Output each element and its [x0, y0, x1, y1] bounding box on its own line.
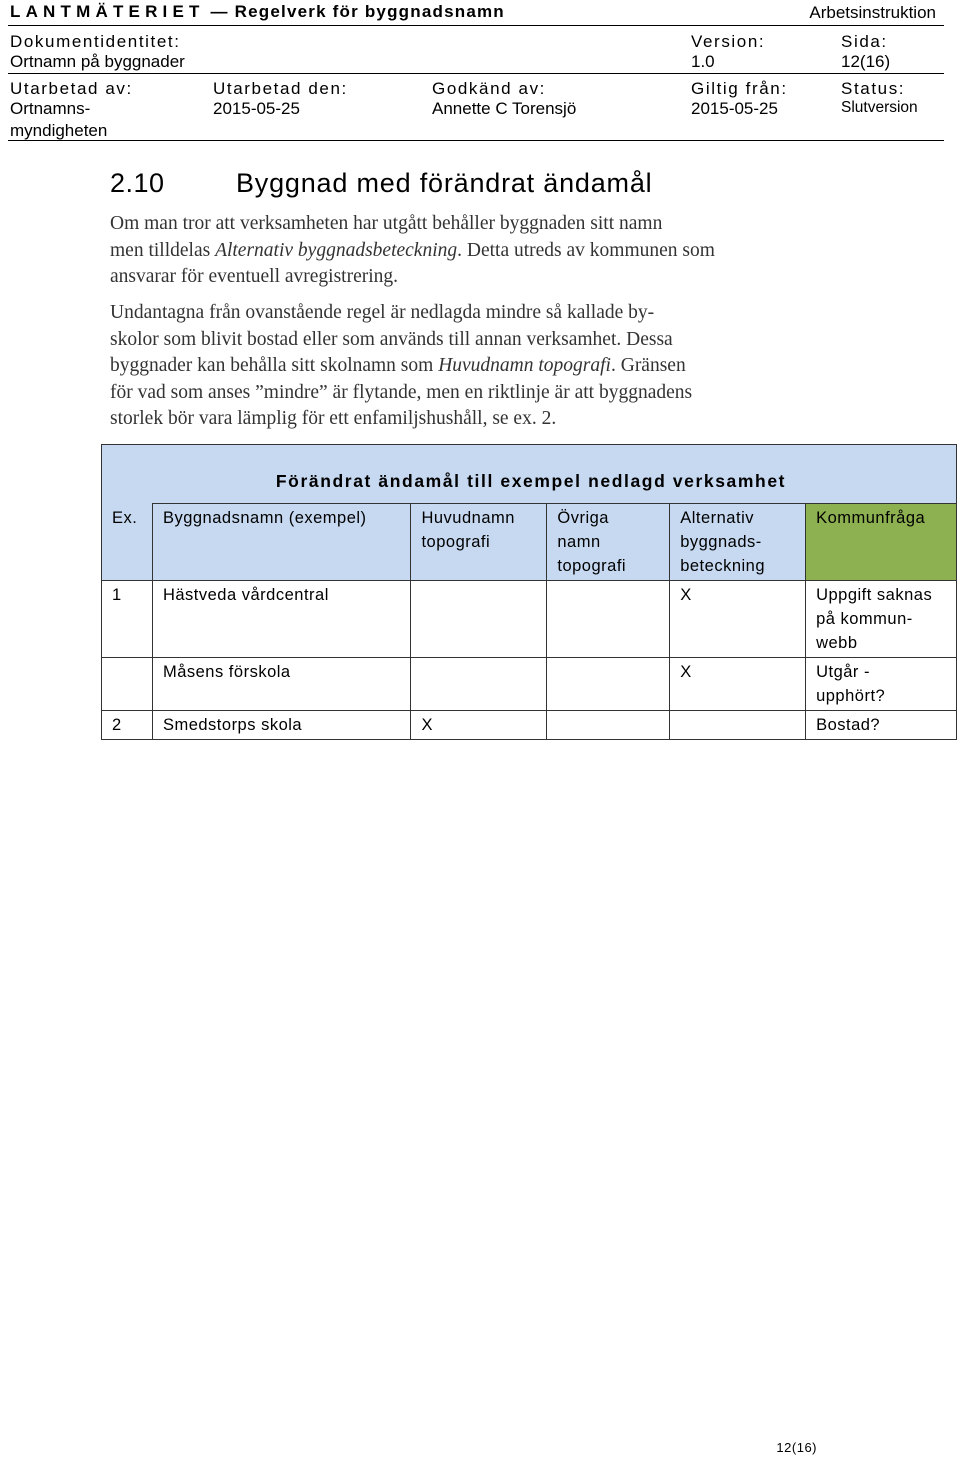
row2-other	[547, 658, 670, 711]
status-value: Slutversion	[841, 99, 918, 116]
para2-line2: skolor som blivit bostad eller som används till annan verksamhet. Dessa	[110, 328, 673, 350]
header-dash: —	[210, 2, 235, 21]
header-other-line2: namn	[557, 533, 601, 551]
header-other-line1: Övriga	[557, 509, 609, 527]
row1-query-line2: på kommun-	[816, 610, 913, 628]
row3-other	[547, 711, 670, 740]
table-row	[102, 658, 957, 711]
row1-query	[806, 581, 957, 658]
header-divider-2	[8, 73, 944, 74]
valid-from-value: 2015-05-25	[691, 99, 778, 118]
header-other-names	[547, 504, 670, 581]
header-divider	[8, 25, 944, 26]
document-subtitle: Regelverk för byggnadsnamn	[234, 2, 505, 21]
header-main-line1: Huvudnamn	[421, 509, 515, 527]
para1-line3: ansvarar för eventuell avregistrering.	[110, 266, 399, 287]
paragraph-2	[110, 300, 830, 433]
header-main-name	[411, 504, 547, 581]
para1-line2-b: . Detta utreds av kommunen som	[457, 239, 715, 261]
paragraph-1	[110, 211, 830, 291]
row1-query-line1: Uppgift saknas	[816, 586, 933, 604]
header-alt-line1: Alternativ	[680, 509, 754, 527]
para2-line3-italic: Huvudnamn topografi	[438, 355, 611, 376]
page-label: Sida:	[841, 32, 888, 51]
para1-line2	[110, 238, 830, 265]
header-ex: Ex.	[102, 504, 153, 581]
author-value-line2: myndigheten	[10, 121, 108, 140]
section-title: Byggnad med förändrat ändamål	[236, 168, 653, 198]
section-number: 2.10	[110, 168, 165, 198]
para2-line4: för vad som anses ”mindre” är flytande, men en riktlinje är att byggnadens	[110, 381, 693, 403]
header-alt-line2: byggnads-	[680, 533, 762, 551]
row2-name: Måsens förskola	[152, 658, 411, 711]
row1-main	[411, 581, 547, 658]
row2-query-line1: Utgår -	[816, 663, 870, 681]
para2-line1: Undantagna från ovanstående regel är nedlagda mindre så kallade by-	[110, 302, 655, 323]
table-row	[102, 711, 957, 740]
para2-line3-b: . Gränsen	[610, 355, 686, 376]
row1-name: Hästveda vårdcentral	[152, 581, 411, 658]
header-main-line2: topografi	[421, 533, 491, 551]
row3-name: Smedstorps skola	[152, 711, 411, 740]
document-type: Arbetsinstruktion	[809, 3, 936, 22]
row1-query-line3: webb	[816, 634, 858, 652]
example-table	[101, 444, 957, 740]
para2-line3	[110, 353, 830, 380]
table-row	[102, 581, 957, 658]
author-value-line1: Ortnamns-	[10, 99, 91, 118]
row3-alt	[670, 711, 806, 740]
header-other-line3: topografi	[557, 557, 627, 575]
row2-ex	[102, 658, 153, 711]
author-label: Utarbetad av:	[10, 79, 133, 98]
valid-from-label: Giltig från:	[691, 79, 788, 98]
row3-main: X	[411, 711, 547, 740]
para1-line2-italic: Alternativ byggnadsbeteckning	[215, 239, 458, 261]
header-building-name: Byggnadsnamn (exempel)	[152, 504, 411, 581]
footer-page-number: 12(16)	[776, 1440, 817, 1455]
version-value: 1.0	[691, 52, 715, 71]
row2-query	[806, 658, 957, 711]
para2-line3-a: byggnader kan behålla sitt skolnamn som	[110, 355, 439, 376]
org-name: LANTMÄTERIET	[10, 2, 205, 21]
row2-query-line2: upphört?	[816, 687, 886, 705]
para2-line5: storlek bör vara lämplig för ett enfamiljshushåll, se ex. 2.	[110, 408, 557, 429]
row1-other	[547, 581, 670, 658]
para1-line2-a: men tilldelas	[110, 239, 216, 261]
status-label: Status:	[841, 79, 906, 98]
header-alt-line3: beteckning	[680, 557, 766, 575]
row2-alt: X	[670, 658, 806, 711]
row3-query: Bostad?	[806, 711, 957, 740]
doc-id-value: Ortnamn på byggnader	[10, 52, 185, 71]
approved-label: Godkänd av:	[432, 79, 546, 98]
table-caption: Förändrat ändamål till exempel nedlagd verksamhet	[102, 445, 957, 504]
page-value: 12(16)	[841, 52, 891, 71]
approved-value: Annette C Torensjö	[432, 99, 577, 118]
date-label: Utarbetad den:	[213, 79, 348, 98]
table-header-row	[102, 504, 957, 581]
header-divider-3	[8, 140, 944, 141]
row2-main	[411, 658, 547, 711]
para1-line1: Om man tror att verksamheten har utgått behåller byggnaden sitt namn	[110, 213, 663, 234]
row3-ex: 2	[102, 711, 153, 740]
version-label: Version:	[691, 32, 766, 51]
document-header-title	[10, 2, 505, 22]
date-value: 2015-05-25	[213, 99, 300, 118]
header-municipal-query: Kommunfråga	[806, 504, 957, 581]
row1-ex: 1	[102, 581, 153, 658]
header-alt-designation	[670, 504, 806, 581]
row1-alt: X	[670, 581, 806, 658]
table-caption-row	[102, 445, 957, 504]
doc-id-label: Dokumentidentitet:	[10, 32, 181, 51]
